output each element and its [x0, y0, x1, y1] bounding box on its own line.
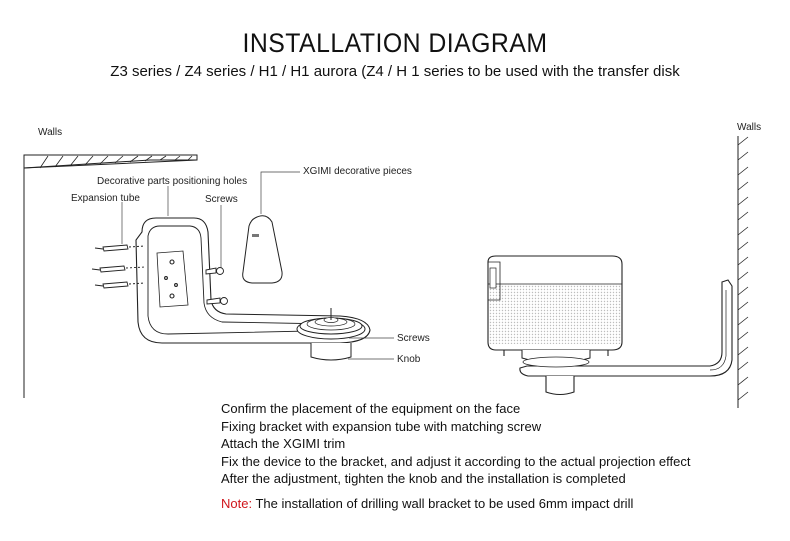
instruction-step: Fixing bracket with expansion tube with matching screw: [221, 418, 542, 434]
instruction-step: Confirm the placement of the equipment on the face: [221, 401, 521, 416]
label-walls-left: Walls: [38, 127, 63, 138]
label-expansion-tube: Expansion tube: [71, 193, 140, 204]
instruction-step: Fix the device to the bracket, and adjust it according to the actual projection effect: [221, 453, 691, 469]
note-text: The installation of drilling wall bracket to be used 6mm impact drill: [252, 496, 634, 511]
install-note: [221, 496, 633, 511]
label-walls-right: Walls: [737, 122, 762, 133]
xgimi-decorative-piece: [243, 216, 282, 283]
label-knob: Knob: [397, 354, 421, 365]
instruction-steps: [221, 400, 690, 488]
label-xgimi-decorative-pieces: XGIMI decorative pieces: [303, 166, 412, 177]
label-positioning-holes: Decorative parts positioning holes: [97, 176, 248, 187]
instruction-step: After the adjustment, tighten the knob and the installation is completed: [221, 471, 626, 486]
instruction-step: Attach the XGIMI trim: [221, 436, 346, 451]
note-key: Note:: [221, 496, 253, 511]
right-wall: [738, 136, 748, 408]
page-subtitle: Z3 series / Z4 series / H1 / H1 aurora (Z4 / H 1 series to be used with the transfer disk: [110, 63, 680, 80]
label-screws-top: Screws: [205, 194, 238, 205]
projector: [488, 256, 622, 367]
label-screws-bottom: Screws: [397, 333, 430, 344]
page-title: INSTALLATION DIAGRAM: [242, 28, 548, 58]
